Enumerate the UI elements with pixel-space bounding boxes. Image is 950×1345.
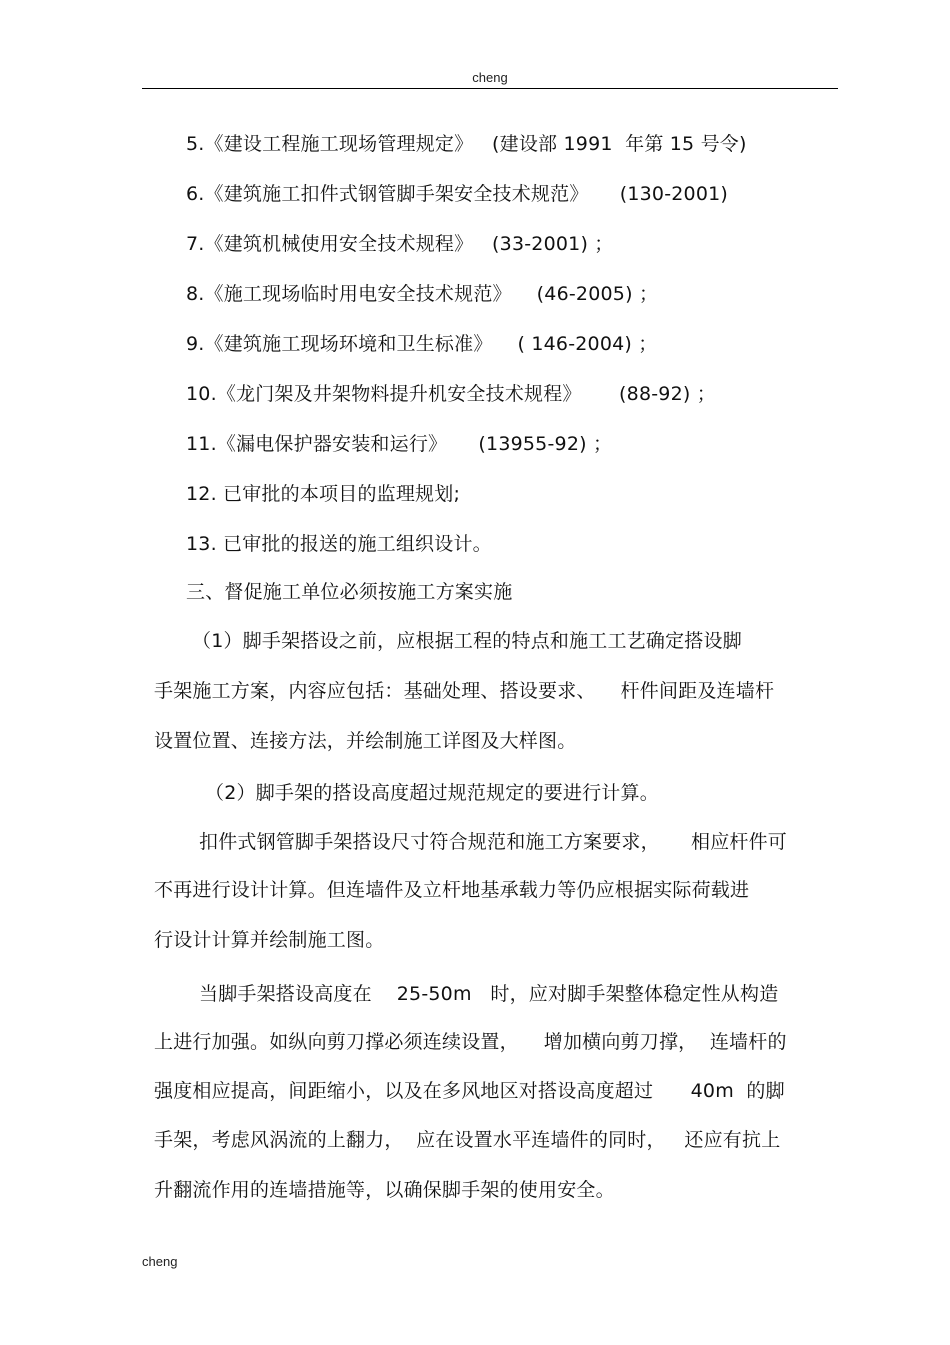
ref-item-6: 6.《建筑施工扣件式钢管脚手架安全技术规范》 (130-2001) [186, 183, 729, 205]
ref-item-5: 5.《建设工程施工现场管理规定》 (建设部 1991 年第 15 号令) [186, 133, 747, 155]
ref-item-12: 12. 已审批的本项目的监理规划; [186, 483, 461, 505]
paragraph-3-line-3: 行设计计算并绘制施工图。 [154, 929, 385, 951]
page-footer: cheng [142, 1254, 178, 1269]
paragraph-1-line-3: 设置位置、连接方法，并绘制施工详图及大样图。 [154, 730, 577, 752]
ref-item-9: 9.《建筑施工现场环境和卫生标准》 ( 146-2004) ； [186, 333, 658, 355]
paragraph-3-line-2: 不再进行设计计算。但连墙件及立杆地基承载力等仍应根据实际荷载进 [154, 879, 750, 901]
paragraph-4-line-2: 上进行加强。如纵向剪刀撑必须连续设置， 增加横向剪刀撑， 连墙杆的 [154, 1031, 787, 1053]
paragraph-4-line-3: 强度相应提高，间距缩小，以及在多风地区对搭设高度超过 40m 的脚 [154, 1080, 785, 1102]
paragraph-2-line-1: （2）脚手架的搭设高度超过规范规定的要进行计算。 [205, 782, 659, 804]
paragraph-1-line-2: 手架施工方案，内容应包括：基础处理、搭设要求、 杆件间距及连墙杆 [154, 680, 775, 702]
section-heading: 三、督促施工单位必须按施工方案实施 [186, 581, 513, 603]
page-header: cheng [472, 70, 508, 85]
ref-item-7: 7.《建筑机械使用安全技术规程》 (33-2001) ； [186, 233, 614, 255]
paragraph-4-line-5: 升翻流作用的连墙措施等，以确保脚手架的使用安全。 [154, 1179, 615, 1201]
paragraph-3-line-1: 扣件式钢管脚手架搭设尺寸符合规范和施工方案要求， 相应杆件可 [199, 831, 787, 853]
ref-item-11: 11.《漏电保护器安装和运行》 (13955-92) ； [186, 433, 613, 455]
ref-item-10: 10.《龙门架及井架物料提升机安全技术规程》 (88-92) ； [186, 383, 716, 405]
paragraph-1-line-1: （1）脚手架搭设之前，应根据工程的特点和施工工艺确定搭设脚 [192, 630, 742, 652]
ref-item-8: 8.《施工现场临时用电安全技术规范》 (46-2005) ； [186, 283, 659, 305]
header-rule [142, 88, 838, 89]
paragraph-4-line-1: 当脚手架搭设高度在 25-50m 时，应对脚手架整体稳定性从构造 [199, 983, 779, 1005]
ref-item-13: 13. 已审批的报送的施工组织设计。 [186, 533, 492, 555]
paragraph-4-line-4: 手架，考虑风涡流的上翻力， 应在设置水平连墙件的同时， 还应有抗上 [154, 1129, 781, 1151]
